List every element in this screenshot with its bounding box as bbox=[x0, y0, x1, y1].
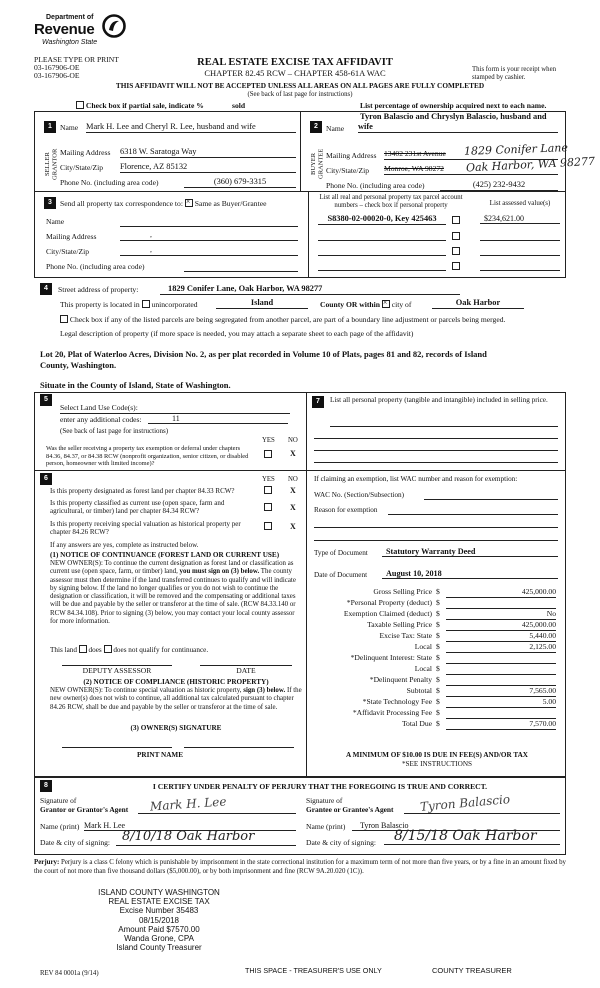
grantor-sig-label-1: Signature of bbox=[40, 796, 77, 805]
exemption-question: Was the seller receiving a property tax exemption or deferral under chapters 84.36, 84.37, or 84.38 RCW (nonprofit organization, senior citizen, or disabled person, homeowner with limited income)? bbox=[46, 445, 249, 468]
grantee-signature-label bbox=[306, 797, 394, 814]
section3-name-label: Name bbox=[46, 217, 65, 226]
continuance-row bbox=[50, 645, 208, 654]
segregated-checkbox[interactable] bbox=[60, 315, 68, 323]
assessed-header: List assessed value(s) bbox=[489, 199, 551, 207]
tax-row-value: 2,125.00 bbox=[446, 643, 556, 653]
seller-name-label: Name bbox=[60, 123, 79, 132]
exemption-answer: X bbox=[290, 449, 296, 458]
tax-row-label: *Personal Property (deduct) bbox=[346, 598, 432, 607]
reason-label: Reason for exemption bbox=[314, 506, 378, 514]
tax-row-value: 5.00 bbox=[446, 698, 556, 708]
current-use-yes-checkbox[interactable] bbox=[264, 503, 272, 511]
section-3-number: 3 bbox=[44, 197, 56, 209]
stamp-line-6: Wanda Grone, CPA bbox=[124, 933, 194, 943]
tax-row-value: No bbox=[446, 610, 556, 620]
tax-row-currency: $ bbox=[436, 664, 440, 673]
dept-name: Revenue bbox=[34, 21, 95, 38]
tax-row-currency: $ bbox=[436, 631, 440, 640]
certify-statement: I CERTIFY UNDER PENALTY OF PERJURY THAT THE FOREGOING IS TRUE AND CORRECT. bbox=[152, 782, 488, 791]
tax-row-value: 425,000.00 bbox=[446, 588, 556, 598]
revenue-logo bbox=[34, 14, 130, 54]
buyer-city-handwritten: Oak Harbor, WA 98277 bbox=[465, 154, 596, 175]
city-name: Oak Harbor bbox=[432, 298, 524, 309]
buyer-name-1: Tyron Balascio and Chryslyn Balascio, husband and bbox=[360, 112, 547, 121]
grantor-print-name: Mark H. Lee bbox=[84, 821, 296, 831]
exemption-claim-label: If claiming an exemption, list WAC number and reason for exemption: bbox=[314, 475, 518, 483]
form-title: REAL ESTATE EXCISE TAX AFFIDAVIT bbox=[197, 57, 393, 68]
forest-yes-checkbox[interactable] bbox=[264, 486, 272, 494]
parcel-personal-checkbox-2[interactable] bbox=[452, 232, 460, 240]
tax-row-label: *Affidavit Processing Fee bbox=[352, 708, 432, 717]
assessor-date-label: DATE bbox=[236, 666, 256, 675]
seller-name: Mark H. Lee and Cheryl R. Lee, husband and wife bbox=[86, 122, 296, 133]
grantee-date-city-label: Date & city of signing: bbox=[306, 838, 377, 847]
section5-no-header: NO bbox=[288, 437, 298, 444]
notice-1-text-b: you must sign on (3) below. bbox=[179, 568, 260, 576]
section6-no-header: NO bbox=[288, 476, 298, 483]
additional-codes-label: enter any additional codes: bbox=[60, 415, 142, 424]
stamp-line-2: REAL ESTATE EXCISE TAX bbox=[108, 897, 210, 907]
tax-row-value: 5,440.00 bbox=[446, 632, 556, 642]
seller-phone-label: Phone No. (including area code) bbox=[60, 178, 159, 187]
section6-yes-header: YES bbox=[262, 476, 275, 483]
tax-row bbox=[314, 720, 562, 731]
notice-1-title: (1) NOTICE OF CONTINUANCE (FOREST LAND OR CURRENT USE) bbox=[50, 551, 280, 559]
notice-1-text-c: The county assessor must then determine if the land transferred continues to qualify and will indicate by signing below. If the land no longer qualifies or you do not wish to continue the designation or classification, it will be removed and the compensating or additional taxes will be due and payable by the seller or transferor at the time of sale. (RCW 84.33.140 or RCW 84.34.108). Prior to signing (3) below, you may contact your local county assessor for more information. bbox=[50, 568, 296, 625]
this-land-label: This land bbox=[50, 646, 77, 654]
form-code-2: 03-167906-OE bbox=[34, 71, 80, 80]
parcel-number: S8380-02-00020-0, Key 425463 bbox=[318, 214, 446, 225]
deputy-assessor-label: DEPUTY ASSESSOR bbox=[82, 666, 152, 675]
tax-table bbox=[314, 588, 562, 731]
tax-row-currency: $ bbox=[436, 719, 440, 728]
tax-row-currency: $ bbox=[436, 675, 440, 684]
seller-side-label: SELLER GRANTOR bbox=[44, 148, 59, 180]
grantee-print-name: Tyron Balascio bbox=[352, 821, 560, 831]
tax-row-value bbox=[446, 599, 556, 609]
street-address: 1829 Conifer Lane, Oak Harbor, WA 98277 bbox=[160, 284, 460, 295]
please-type: PLEASE TYPE OR PRINT bbox=[34, 55, 119, 64]
section-6-number: 6 bbox=[40, 473, 52, 485]
minimum-note-1: A MINIMUM OF $10.00 IS DUE IN FEE(S) AND/OR TAX bbox=[346, 751, 528, 759]
same-as-buyer-label: Same as Buyer/Grantee bbox=[194, 199, 267, 208]
notice-1-body bbox=[50, 560, 302, 626]
section-1-number: 1 bbox=[44, 121, 56, 133]
tax-row-value: 7,570.00 bbox=[446, 720, 556, 730]
partial-sale-checkbox[interactable] bbox=[76, 101, 84, 109]
buyer-city-label: City/State/Zip bbox=[326, 166, 370, 175]
tax-row-value bbox=[446, 709, 556, 719]
partial-sale-row bbox=[76, 101, 204, 111]
see-back-header: (See back of last page for instructions) bbox=[247, 91, 353, 98]
notice-2-title: (2) NOTICE OF COMPLIANCE (HISTORIC PROPERTY) bbox=[83, 678, 269, 686]
stamp-line-4: 08/15/2018 bbox=[138, 915, 180, 925]
grantor-sig-label-2: Grantor or Grantor's Agent bbox=[40, 804, 129, 814]
treasurer-space-label: THIS SPACE - TREASURER'S USE ONLY bbox=[245, 966, 382, 975]
tax-row-currency: $ bbox=[436, 620, 440, 629]
county-treasurer-label: COUNTY TREASURER bbox=[432, 966, 512, 975]
parcel-personal-checkbox-3[interactable] bbox=[452, 247, 460, 255]
county-name: Island bbox=[216, 298, 308, 309]
warning-text: THIS AFFIDAVIT WILL NOT BE ACCEPTED UNLESS ALL AREAS ON ALL PAGES ARE FULLY COMPLETED bbox=[115, 81, 485, 90]
section3-correspondence-row bbox=[60, 199, 266, 209]
legal-description-2: County, Washington. bbox=[40, 360, 117, 370]
does-label: does bbox=[88, 646, 102, 654]
owner-signature-label: (3) OWNER(S) SIGNATURE bbox=[130, 724, 222, 732]
does-not-checkbox[interactable] bbox=[104, 645, 112, 653]
located-label: This property is located in bbox=[60, 300, 140, 309]
wac-label: WAC No. (Section/Subsection) bbox=[314, 491, 405, 499]
tax-row-label: *Delinquent Interest: State bbox=[350, 653, 432, 662]
additional-code: 11 bbox=[148, 414, 288, 424]
street-label: Street address of property: bbox=[58, 285, 139, 294]
receipt-note: This form is your receipt when stamped by cashier. bbox=[472, 66, 556, 81]
section3-mailing-label: Mailing Address bbox=[46, 232, 97, 241]
tax-row-currency: $ bbox=[436, 708, 440, 717]
city-of-label: city of bbox=[391, 300, 412, 309]
same-as-buyer-checkbox[interactable]: × bbox=[185, 199, 193, 207]
dept-line: Department of bbox=[46, 14, 94, 21]
grantee-print-label: Name (print) bbox=[306, 822, 346, 831]
doc-date: August 10, 2018 bbox=[382, 569, 558, 579]
tax-row-label: Subtotal bbox=[406, 686, 432, 695]
tax-row-currency: $ bbox=[436, 609, 440, 618]
buyer-name-label: Name bbox=[326, 124, 345, 133]
segregated-label: Check box if any of the listed parcels are being segregated from another parcel, are part of a boundary line adjustment or parcels being merged. bbox=[69, 315, 506, 324]
exemption-yes-checkbox[interactable] bbox=[264, 450, 272, 458]
segregated-row bbox=[60, 315, 560, 325]
grantor-signature: Mark H. Lee bbox=[149, 794, 227, 814]
grantee-sig-label-1: Signature of bbox=[306, 796, 343, 805]
treasurer-stamp bbox=[84, 888, 234, 952]
buyer-phone: (425) 232-9432 bbox=[440, 180, 558, 191]
grantor-date-city-label: Date & city of signing: bbox=[40, 838, 111, 847]
does-checkbox[interactable] bbox=[79, 645, 87, 653]
buyer-name-2: wife bbox=[358, 122, 558, 133]
parcel-personal-checkbox-1[interactable] bbox=[452, 216, 460, 224]
minimum-note-2: *SEE INSTRUCTIONS bbox=[401, 760, 473, 768]
seller-mailing: 6318 W. Saratoga Way bbox=[120, 147, 296, 158]
situate-line: Situate in the County of Island, State of Washington. bbox=[40, 380, 231, 390]
notice-2-text-a: NEW OWNER(S): To continue special valuation as historic property, bbox=[50, 687, 242, 694]
tax-row-label: Local bbox=[414, 642, 432, 651]
land-use-see-back: (See back of last page for instructions) bbox=[60, 427, 169, 435]
grantee-date-city: 8/15/18 Oak Harbor bbox=[384, 828, 560, 845]
county-or-label: County OR within bbox=[320, 300, 380, 309]
buyer-mailing-label: Mailing Address bbox=[326, 151, 377, 160]
parcel-header: List all real and personal property tax parcel account numbers – check box if personal property bbox=[319, 194, 463, 209]
tax-row-value: 7,565.00 bbox=[446, 687, 556, 697]
section3-phone-label: Phone No. (including area code) bbox=[46, 262, 145, 271]
section3-city-label: City/State/Zip bbox=[46, 247, 90, 256]
land-use-label: Select Land Use Code(s): bbox=[60, 404, 290, 414]
perjury-notice bbox=[34, 859, 568, 876]
historic-yes-checkbox[interactable] bbox=[264, 522, 272, 530]
notice-2-text-c: If the new owner(s) does not wish to continue, all additional tax calculated pursuant to chapter 84.26 RCW, shall be due and payable by the seller or transferor at the time of sale. bbox=[50, 687, 302, 711]
perjury-text: Perjury is a class C felony which is punishable by imprisonment in the state correctional institution for a maximum term of not more than five years, or by a fine in an amount fixed by the court of not more than five thousand dollars ($5,000.00), or by both imprisonment and fine (RCW 9A.20.020 (1C)). bbox=[34, 859, 567, 875]
doc-type-label: Type of Document bbox=[314, 549, 368, 557]
does-not-label: does not qualify for continuance. bbox=[113, 646, 209, 654]
grantor-signature-label bbox=[40, 797, 128, 814]
unincorporated-label: unincorporated bbox=[151, 300, 198, 309]
tax-row-label: Local bbox=[414, 664, 432, 673]
notice-2-text-b: sign (3) below. bbox=[243, 687, 286, 694]
tax-row-label: Exemption Claimed (deduct) bbox=[343, 609, 432, 618]
located-row bbox=[60, 300, 198, 310]
tax-row-label: *Delinquent Penalty bbox=[369, 675, 432, 684]
tax-row-currency: $ bbox=[436, 598, 440, 607]
tax-row-label: Excise Tax: State bbox=[379, 631, 432, 640]
tax-row-currency: $ bbox=[436, 697, 440, 706]
buyer-city-struck: Monroe, WA 98272 bbox=[384, 164, 444, 173]
tax-row-currency: $ bbox=[436, 587, 440, 596]
section3-label: Send all property tax correspondence to: bbox=[60, 199, 183, 208]
stamp-line-7: Island County Treasurer bbox=[116, 943, 202, 953]
parcel-personal-checkbox-4[interactable] bbox=[452, 262, 460, 270]
stamp-line-5: Amount Paid $7570.00 bbox=[118, 924, 200, 934]
ownership-note: List percentage of ownership acquired next to each name. bbox=[360, 101, 547, 110]
forest-answer: X bbox=[290, 486, 296, 495]
current-use-question: Is this property classified as current use (open space, farm and agricultural, or timber) land per chapter 84.34 RCW? bbox=[50, 499, 225, 516]
section-2-number: 2 bbox=[310, 121, 322, 133]
tax-row-label: Gross Selling Price bbox=[373, 587, 432, 596]
tax-row-value bbox=[446, 654, 556, 664]
notice-1-text-a: NEW OWNER(S): To continue the current designation as forest land or classification as current use (open space, farm, or timber) land, bbox=[50, 560, 294, 576]
doc-date-label: Date of Document bbox=[314, 571, 368, 579]
county-or-row bbox=[320, 300, 411, 310]
forest-question: Is this property designated as forest land per chapter 84.33 RCW? bbox=[50, 487, 235, 495]
current-use-answer: X bbox=[290, 503, 296, 512]
tax-row-value: 425,000.00 bbox=[446, 621, 556, 631]
form-code-1: 03-167906-OE bbox=[34, 63, 80, 72]
section3-mailing: , bbox=[120, 231, 298, 241]
revenue-logo-mark-icon bbox=[102, 14, 126, 38]
grantor-print-label: Name (print) bbox=[40, 822, 80, 831]
sold-label: sold bbox=[232, 101, 246, 110]
historic-question: Is this property receiving special valuation as historical property per chapter 84.26 RCW? bbox=[50, 520, 241, 537]
personal-property-label: List all personal property (tangible and intangible) included in selling price. bbox=[330, 396, 548, 404]
perjury-label: Perjury: bbox=[34, 859, 60, 866]
grantee-signature: Tyron Balascio bbox=[419, 792, 511, 814]
stamp-line-3: Excise Number 35483 bbox=[119, 906, 199, 916]
tax-row-currency: $ bbox=[436, 686, 440, 695]
seller-city-label: City/State/Zip bbox=[60, 163, 104, 172]
print-name-label: PRINT NAME bbox=[137, 751, 183, 759]
dept-state: Washington State bbox=[42, 39, 98, 46]
notice-2-body bbox=[50, 687, 302, 712]
stamp-line-1: ISLAND COUNTY WASHINGTON bbox=[98, 888, 220, 897]
unincorporated-checkbox[interactable] bbox=[142, 300, 150, 308]
legal-description-1: Lot 20, Plat of Waterloo Acres, Division No. 2, as per plat recorded in Volume 10 of Plats, pages 81 and 82, records of Island bbox=[40, 349, 487, 359]
tax-row-value bbox=[446, 665, 556, 675]
buyer-side-label: BUYER GRANTEE bbox=[310, 148, 325, 180]
seller-phone: (360) 679-3315 bbox=[184, 177, 296, 188]
seller-mailing-label: Mailing Address bbox=[60, 148, 111, 157]
rev-form-number: REV 84 0001a (9/14) bbox=[40, 970, 99, 977]
grantor-date-city: 8/10/18 Oak Harbor bbox=[116, 830, 296, 846]
tax-row-label: Total Due bbox=[401, 719, 432, 728]
section-5-number: 5 bbox=[40, 394, 52, 406]
buyer-mailing-struck: 13402 231st Avenue bbox=[384, 149, 446, 158]
historic-answer: X bbox=[290, 522, 296, 531]
section-8-number: 8 bbox=[40, 780, 52, 792]
section3-city: , bbox=[120, 246, 298, 256]
assessed-value: $234,621.00 bbox=[480, 214, 560, 224]
within-city-checkbox[interactable]: × bbox=[382, 300, 390, 308]
form-chapter: CHAPTER 82.45 RCW – CHAPTER 458-61A WAC bbox=[204, 68, 386, 78]
tax-row-currency: $ bbox=[436, 642, 440, 651]
tax-row-currency: $ bbox=[436, 653, 440, 662]
partial-sale-label: Check box if partial sale, indicate % bbox=[85, 101, 204, 110]
buyer-mailing-handwritten: 1829 Conifer Lane bbox=[463, 141, 569, 158]
section5-yes-header: YES bbox=[262, 437, 275, 444]
doc-type: Statutory Warranty Deed bbox=[382, 547, 558, 557]
legal-label: Legal description of property (if more space is needed, you may attach a separate sheet to each page of the affidavit) bbox=[60, 329, 414, 338]
buyer-phone-label: Phone No. (including area code) bbox=[326, 181, 425, 190]
grantee-sig-label-2: Grantee or Grantee's Agent bbox=[306, 804, 394, 814]
section-7-number: 7 bbox=[312, 396, 324, 408]
tax-row-label: Taxable Selling Price bbox=[367, 620, 432, 629]
if-yes-note: If any answers are yes, complete as instructed below. bbox=[50, 541, 199, 549]
seller-city: Florence, AZ 85132 bbox=[120, 162, 296, 173]
tax-row-value bbox=[446, 676, 556, 686]
section-4-number: 4 bbox=[40, 283, 52, 295]
tax-row-label: *State Technology Fee bbox=[362, 697, 432, 706]
